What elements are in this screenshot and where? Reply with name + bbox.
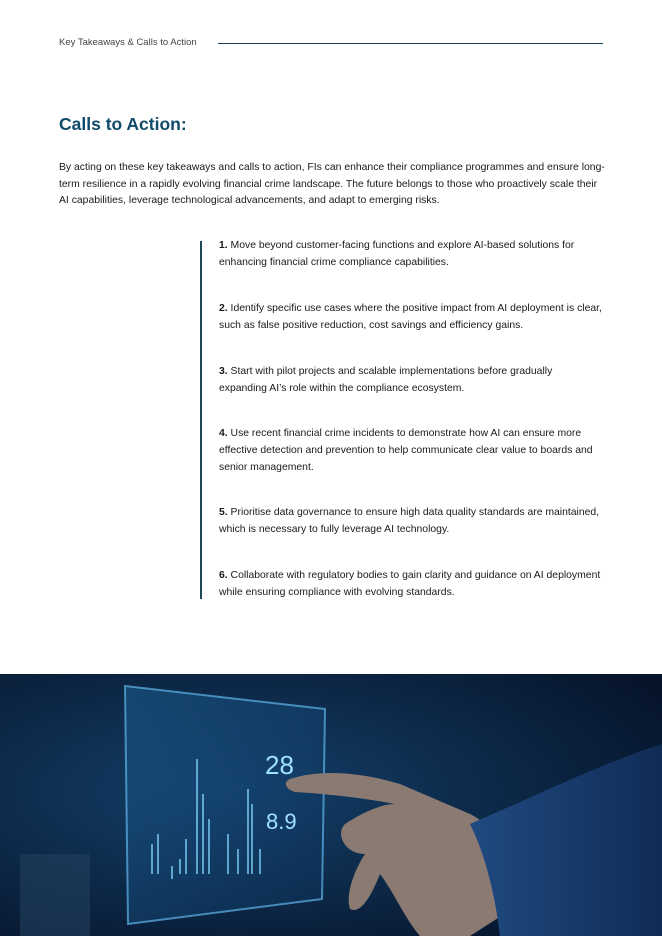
action-item (219, 363, 603, 397)
header-rule (218, 43, 603, 44)
action-item (219, 567, 603, 601)
list-rule (200, 241, 202, 599)
svg-text:8.9: 8.9 (266, 809, 297, 834)
action-item (219, 300, 603, 334)
item-text: Prioritise data governance to ensure high data quality standards are maintained, which is necessary to fully leverage AI technology. (219, 507, 600, 535)
item-number: 5. (219, 507, 228, 518)
action-item (219, 237, 603, 271)
action-item (219, 425, 603, 476)
item-number: 1. (219, 240, 228, 251)
running-header: Key Takeaways & Calls to Action (59, 37, 197, 48)
plant-pot (20, 854, 90, 936)
item-text: Start with pilot projects and scalable implementations before gradually expanding AI’s role within the compliance ecosystem. (219, 366, 553, 394)
item-number: 3. (219, 366, 228, 377)
item-text: Collaborate with regulatory bodies to gain clarity and guidance on AI deployment while ensuring compliance with evolving standards. (219, 570, 601, 598)
item-text: Move beyond customer-facing functions and explore AI-based solutions for enhancing financial crime compliance capabilities. (219, 240, 575, 268)
item-number: 6. (219, 570, 228, 581)
item-number: 4. (219, 428, 228, 439)
holographic-screen (125, 686, 325, 924)
hero-photo (0, 674, 662, 936)
svg-text:28: 28 (265, 750, 294, 780)
item-number: 2. (219, 303, 228, 314)
intro-paragraph: By acting on these key takeaways and calls to action, FIs can enhance their compliance programmes and ensure long-term resilience in a rapidly evolving financial crime landscape. The future belongs to those who proactively scale their AI capabilities, leverage technological advancements, and adapt to emerging risks. (59, 162, 605, 206)
page-title: Calls to Action: (59, 114, 187, 134)
item-text: Identify specific use cases where the positive impact from AI deployment is clear, such as false positive reduction, cost savings and efficiency gains. (219, 303, 602, 331)
action-item (219, 504, 603, 538)
item-text: Use recent financial crime incidents to demonstrate how AI can ensure more effective detection and prevention to help communicate clear value to boards and senior management. (219, 428, 593, 473)
